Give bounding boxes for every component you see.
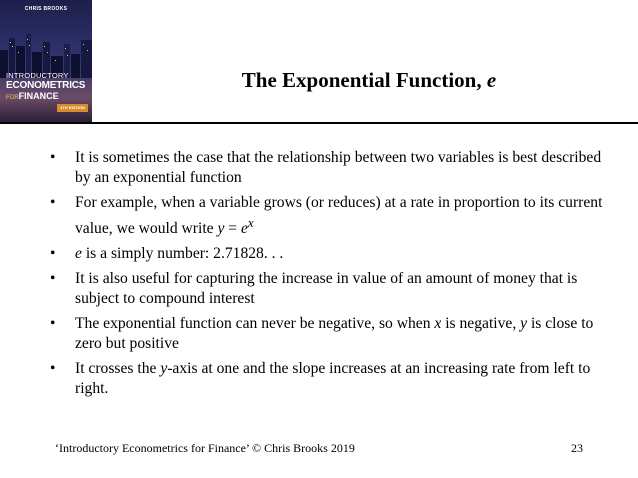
bullet-math-y: y — [520, 315, 528, 333]
footer-credit: ‘Introductory Econometrics for Finance’ © Chris Brooks 2019 — [55, 441, 355, 455]
cover-title-for: FOR — [6, 95, 19, 101]
bullet-marker: • — [50, 149, 56, 166]
slide-title-symbol: e — [486, 68, 497, 92]
cover-title-finance: FINANCE — [18, 91, 59, 101]
bullet-text: It is sometimes the case that the relationship between two variables is best described by an exponential function — [75, 149, 602, 186]
bullet-list — [50, 148, 615, 404]
bullet-marker: • — [50, 194, 56, 211]
bullet-text: is a simply number: 2.71828. . . — [81, 245, 284, 263]
book-cover-image — [0, 0, 92, 122]
bullet-text: The exponential function can never be negative, so when — [75, 315, 435, 333]
slide-title-text: The Exponential Function, — [241, 68, 487, 92]
bullet-text: is close to zero but positive — [75, 315, 594, 353]
slide-title — [100, 66, 638, 94]
bullet-item — [50, 148, 615, 188]
cover-author: CHRIS BROOKS — [24, 6, 68, 12]
title-divider — [0, 122, 638, 124]
bullet-item — [50, 193, 615, 239]
bullet-text: -axis at one and the slope increases at an increasing rate from left to right. — [75, 360, 591, 398]
page-number: 23 — [571, 441, 583, 455]
bullet-item — [50, 244, 615, 264]
bullet-math-y: y — [217, 220, 225, 238]
bullet-item — [50, 269, 615, 309]
bullet-text: It crosses the — [75, 360, 161, 378]
bullet-text: For example, when a variable grows (or reduces) at a rate in proportion to its current value, we would write — [75, 194, 603, 238]
cover-edition-badge: 4TH EDITION — [57, 104, 88, 112]
bullet-math-eq: = — [224, 220, 241, 238]
bullet-marker: • — [50, 245, 56, 263]
bullet-item — [50, 314, 615, 354]
bullet-marker: • — [50, 315, 56, 333]
cover-title-line2: ECONOMETRICS — [6, 80, 86, 91]
bullet-marker: • — [50, 270, 56, 288]
bullet-text: It is also useful for capturing the increase in value of an amount of money that is subject to compound interest — [75, 270, 578, 308]
bullet-item — [50, 359, 615, 399]
bullet-math-e: e — [75, 245, 82, 263]
bullet-math-exponent: x — [247, 215, 254, 230]
bullet-text: is negative, — [441, 315, 521, 333]
bullet-math-y: y — [160, 360, 168, 378]
bullet-math-x: x — [434, 315, 442, 333]
bullet-marker: • — [50, 360, 56, 378]
cover-title-line3 — [6, 92, 59, 101]
cover-title-line1: INTRODUCTORY — [6, 71, 69, 80]
bullet-math-e: e — [240, 220, 248, 238]
